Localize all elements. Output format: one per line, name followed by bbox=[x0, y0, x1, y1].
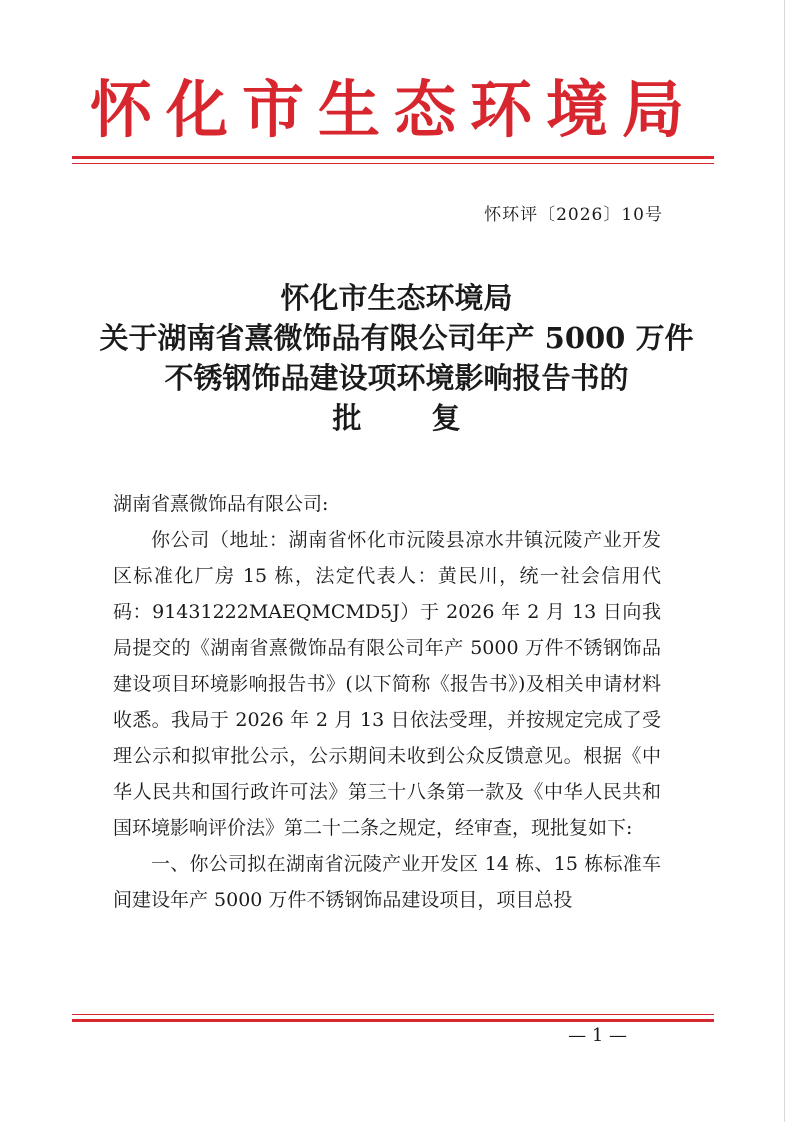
addressee: 湖南省熹微饰品有限公司: bbox=[113, 493, 329, 515]
page-number: — 1 — bbox=[568, 1025, 627, 1046]
letterhead-rule-thin bbox=[72, 163, 714, 164]
body-paragraph-1: 你公司（地址：湖南省怀化市沅陵县凉水井镇沅陵产业开发区标准化厂房 15 栋，法定代表人：黄民川，统一社会信用代码：91431222MAEQMCMD5J）于 2026 年 2 月 13 日向我局提交的《湖南省熹微饰品有限公司年产 5000 万件不锈钢饰品建设项目环境影响报告书》(以下简称《报告书》)及相关申请材料收悉。我局于 2026 年 2 月 13 日依法受理，并按规定完成了受理公示和拟审批公示，公示期间未收到公众反馈意见。根据《中华人民共和国行政许可法》第三十八条第一款及《中华人民共和国环境影响评价法》第二十二条之规定，经审查，现批复如下: bbox=[113, 529, 661, 839]
letterhead-rule-thick bbox=[72, 156, 714, 159]
document-number: 怀环评〔2026〕10号 bbox=[484, 205, 663, 225]
title-line-1: 怀化市生态环境局 bbox=[280, 281, 513, 315]
title-line-2: 关于湖南省熹微饰品有限公司年产 5000 万件 bbox=[99, 321, 694, 355]
document-title bbox=[0, 278, 793, 438]
document-body bbox=[113, 486, 661, 918]
title-line-4: 批 复 bbox=[332, 401, 491, 435]
agency-letterhead: 怀化市生态环境局 bbox=[89, 73, 698, 146]
title-line-3: 不锈钢饰品建设项环境影响报告书的 bbox=[164, 361, 629, 395]
scan-edge-line bbox=[784, 0, 785, 1122]
footer-rule-thin bbox=[72, 1014, 714, 1015]
footer-rule-thick bbox=[72, 1019, 714, 1022]
body-paragraph-2: 一、你公司拟在湖南省沅陵产业开发区 14 栋、15 栋标准车间建设年产 5000 万件不锈钢饰品建设项目，项目总投 bbox=[113, 853, 661, 911]
